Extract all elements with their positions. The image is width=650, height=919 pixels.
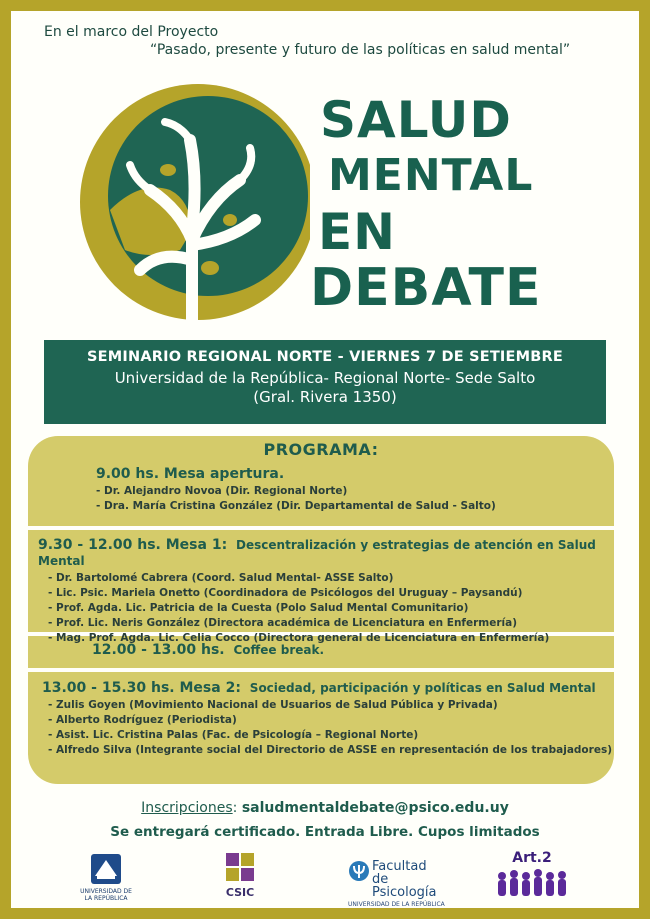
seminar-venue: Universidad de la República- Regional Norte- Sede Salto [114, 369, 536, 387]
seminar-heading: SEMINARIO REGIONAL NORTE - VIERNES 7 DE SETIEMBRE [87, 349, 563, 365]
udelar-label: UNIVERSIDAD DE LA REPÚBLICA [80, 888, 132, 902]
program-divider [28, 668, 614, 672]
program-title: PROGRAMA: [263, 440, 379, 459]
opening-list [96, 484, 496, 514]
csic-label: CSIC [225, 886, 255, 899]
mesa2-block [42, 680, 612, 758]
mesa1-head: 9.30 - 12.00 hs. Mesa 1: [38, 537, 228, 553]
sponsor-logos [0, 848, 650, 908]
seminar-address: (Gral. Rivera 1350) [253, 388, 397, 406]
event-title [310, 91, 542, 318]
contact-email: saludmentaldebate@psico.edu.uy [241, 800, 509, 816]
mesa1-list [48, 571, 614, 646]
psicologia-line-2: Psicología [372, 885, 437, 900]
inscriptions-line [0, 800, 650, 816]
intro-line-2: “Pasado, presente y futuro de las políticas en salud mental” [150, 42, 571, 58]
coffee-label: Coffee break. [233, 643, 325, 657]
list-item: - Lic. Psic. Mariela Onetto (Coordinadora de Psicólogos del Uruguay – Paysandú) [48, 587, 523, 599]
mesa2-head: 13.00 - 15.30 hs. Mesa 2: [42, 680, 241, 696]
inscriptions-label: Inscripciones [141, 800, 233, 816]
list-item: - Zulis Goyen (Movimiento Nacional de Usuarios de Salud Pública y Privada) [48, 699, 498, 711]
title-line-1: SALUD [320, 91, 512, 149]
csic-squares-icon [225, 852, 255, 882]
mesa2-list [48, 698, 612, 758]
list-item: - Dr. Alejandro Novoa (Dir. Regional Norte) [96, 485, 348, 497]
udelar-logo [78, 852, 134, 902]
psicologia-line-3: UNIVERSIDAD DE LA REPÚBLICA [348, 901, 445, 908]
university-seal-icon [89, 852, 123, 886]
psi-symbol-icon [348, 860, 370, 882]
intro-line-1: En el marco del Proyecto [44, 24, 219, 40]
title-line-4: DEBATE [310, 258, 542, 318]
intro-text [44, 24, 570, 58]
opening-head: 9.00 hs. Mesa apertura. [96, 466, 285, 482]
art2-label: Art.2 [512, 850, 552, 866]
tree-logo-icon [80, 70, 310, 330]
program-panel [28, 436, 614, 784]
opening-block [96, 466, 496, 514]
csic-logo [220, 852, 260, 899]
psicologia-logo [346, 860, 446, 908]
list-item: - Dra. María Cristina González (Dir. Departamental de Salud - Salto) [96, 500, 496, 512]
coffee-block [92, 642, 324, 658]
art2-logo [494, 850, 570, 900]
seminar-banner [44, 340, 606, 424]
program-divider [28, 526, 614, 530]
mesa1-topic: Descentralización y estrategias de atención en Salud Mental [38, 538, 596, 568]
list-item: - Asist. Lic. Cristina Palas (Fac. de Psicología – Regional Norte) [48, 729, 419, 741]
psicologia-line-1: Facultad de [372, 859, 427, 887]
title-line-3: EN [318, 203, 397, 261]
mesa1-block [38, 537, 614, 646]
list-item: - Prof. Lic. Neris González (Directora académica de Licenciatura en Enfermería) [48, 617, 518, 629]
list-item: - Mag. Prof. Agda. Lic. Celia Cocco (Directora general de Licenciatura en Enfermería) [48, 632, 550, 644]
list-item: - Alfredo Silva (Integrante social del Directorio de ASSE en representación de los trabajadores) [48, 744, 612, 756]
coffee-head: 12.00 - 13.00 hs. [92, 642, 225, 658]
list-item: - Alberto Rodríguez (Periodista) [48, 714, 237, 726]
title-line-2: MENTAL [328, 150, 534, 201]
attendance-notice: Se entregará certificado. Entrada Libre. Cupos limitados [110, 824, 540, 840]
inscriptions-separator: : [232, 800, 238, 816]
list-item: - Dr. Bartolomé Cabrera (Coord. Salud Mental- ASSE Salto) [48, 572, 394, 584]
crowd-silhouette-icon [496, 866, 568, 896]
list-item: - Prof. Agda. Lic. Patricia de la Cuesta (Polo Salud Mental Comunitario) [48, 602, 469, 614]
mesa2-topic: Sociedad, participación y políticas en Salud Mental [249, 681, 596, 695]
